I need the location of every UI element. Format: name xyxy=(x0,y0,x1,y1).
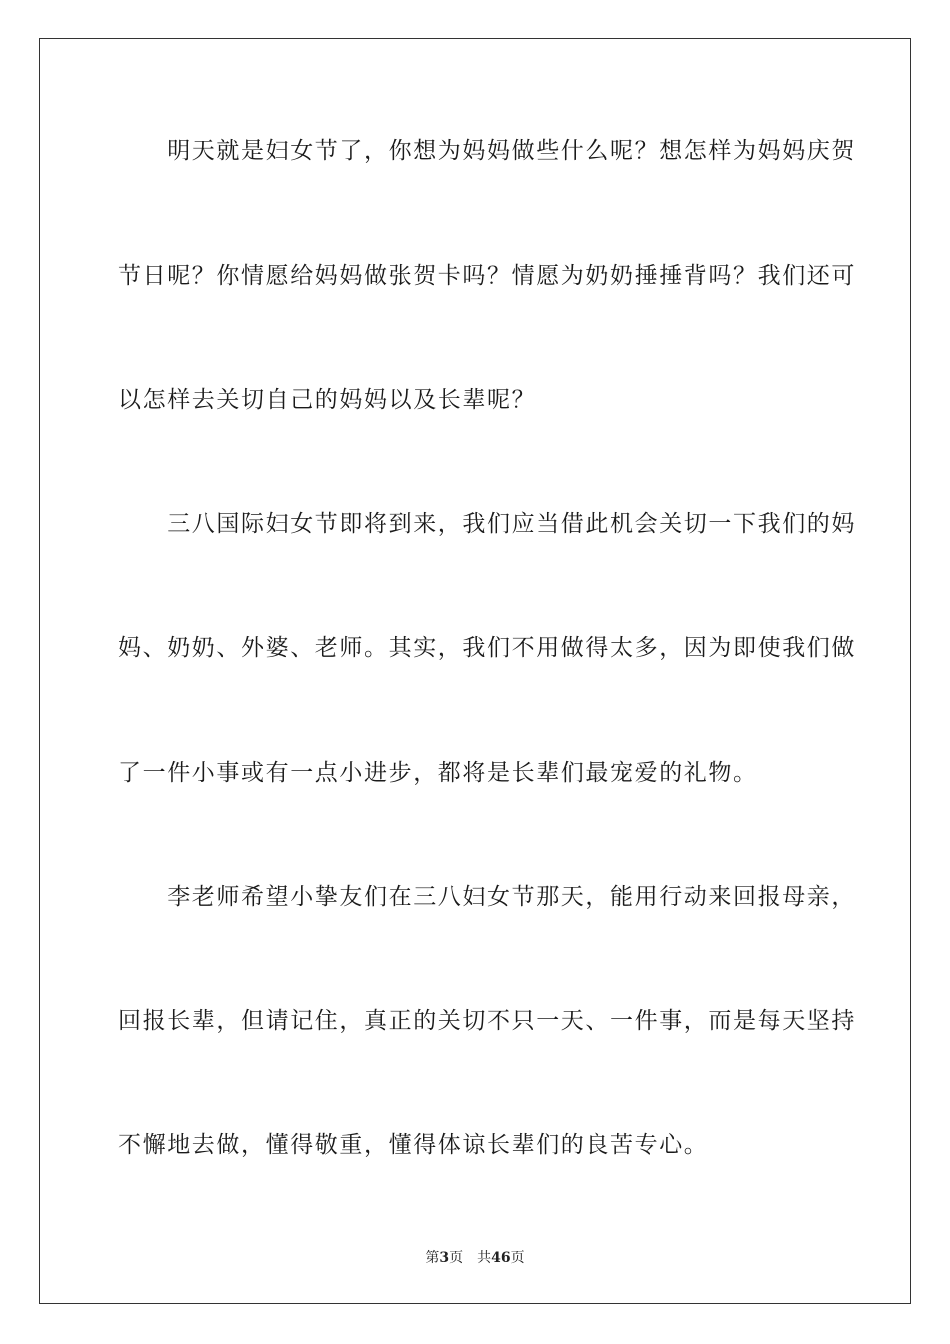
paragraph-3-line-3: 不懈地去做，懂得敬重，懂得体谅长辈们的良苦专心。 xyxy=(118,1132,709,1158)
paragraph-2-line-3: 了一件小事或有一点小进步，都将是长辈们最宠爱的礼物。 xyxy=(118,760,758,786)
paragraph-2-line-1: 三八国际妇女节即将到来，我们应当借此机会关切一下我们的妈 xyxy=(118,511,856,537)
page-number: 3 xyxy=(439,1250,450,1266)
total-suffix: 页 xyxy=(510,1250,525,1266)
page-border xyxy=(39,38,911,1304)
paragraph-2-line-2: 妈、奶奶、外婆、老师。其实，我们不用做得太多，因为即使我们做 xyxy=(118,635,856,661)
page-prefix: 第 xyxy=(425,1250,440,1266)
paragraph-1-line-1: 明天就是妇女节了，你想为妈妈做些什么呢？想怎样为妈妈庆贺 xyxy=(118,138,856,164)
total-pages: 46 xyxy=(491,1250,511,1266)
paragraph-1-line-2: 节日呢？你情愿给妈妈做张贺卡吗？情愿为奶奶捶捶背吗？我们还可 xyxy=(118,263,856,289)
paragraph-1-line-3: 以怎样去关切自己的妈妈以及长辈呢？ xyxy=(118,387,537,413)
paragraph-3-line-1: 李老师希望小挚友们在三八妇女节那天，能用行动来回报母亲， xyxy=(118,884,856,910)
page-suffix: 页 xyxy=(449,1250,464,1266)
total-prefix: 共 xyxy=(477,1250,492,1266)
paragraph-3-line-2: 回报长辈，但请记住，真正的关切不只一天、一件事，而是每天坚持 xyxy=(118,1008,856,1034)
page-footer xyxy=(0,1249,950,1267)
